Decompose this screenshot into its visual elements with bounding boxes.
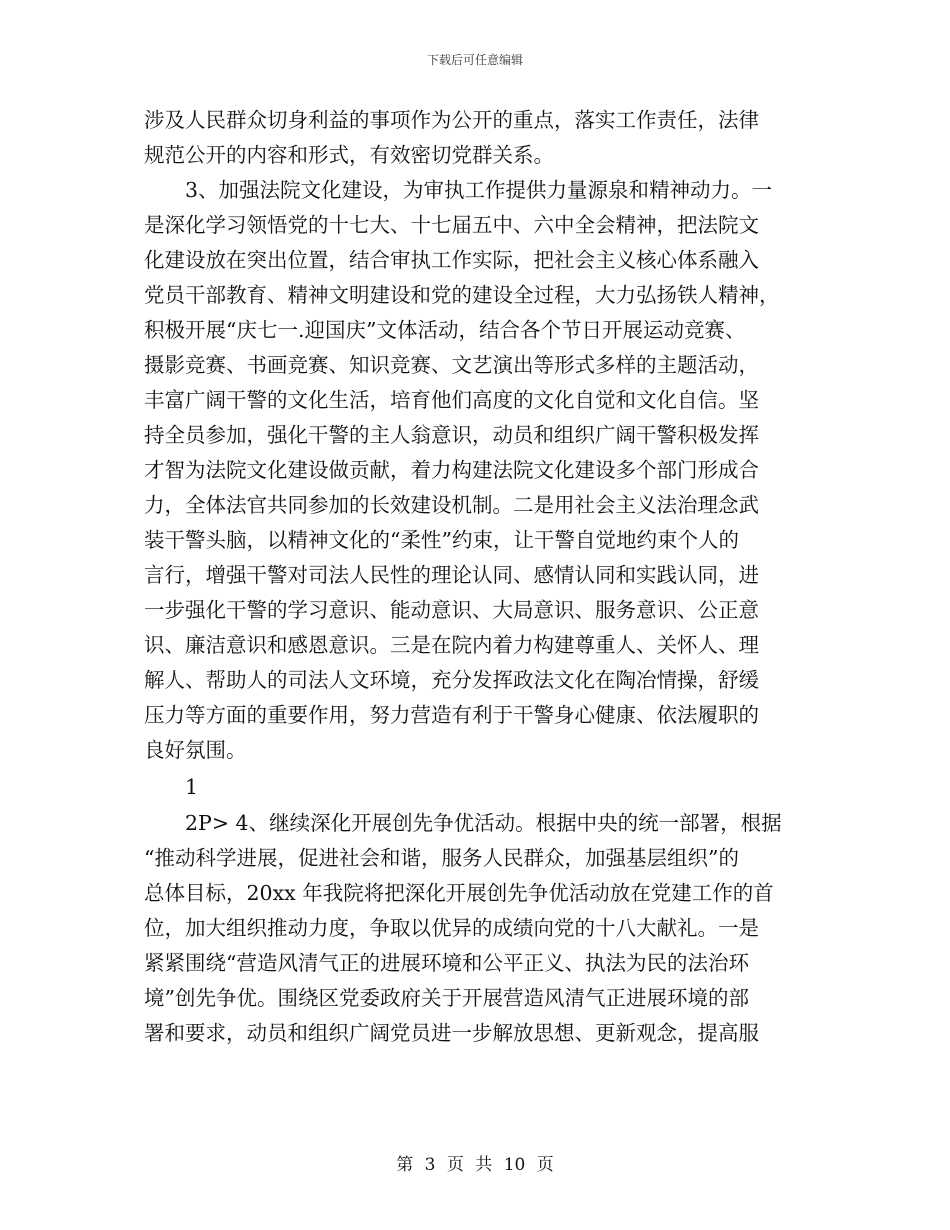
- text-line: 署和要求，动员和组织广阔党员进一步解放思想、更新观念，提高服: [144, 1021, 759, 1045]
- text-line: 位，加大组织推动力度，争取以优异的成绩向党的十八大献礼。一是: [144, 916, 759, 940]
- text-line: “推动科学进展，促进社会和谐，服务人民群众，加强基层组织”的: [144, 846, 739, 870]
- text-line: 摄影竞赛、书画竞赛、知识竞赛、文艺演出等形式多样的主题活动，: [144, 353, 759, 377]
- text-line: 涉及人民群众切身利益的事项作为公开的重点，落实工作责任，法律: [144, 108, 759, 132]
- text-line: 紧紧围绕“营造风清气正的进展环境和公平正义、执法为民的法治环: [144, 951, 749, 975]
- text-line: 力，全体法官共同参加的长效建设机制。二是用社会主义法治理念武: [144, 493, 759, 517]
- text-line: 是深化学习领悟党的十七大、十七届五中、六中全会精神，把法院文: [144, 213, 759, 237]
- text-line: 2P> 4、继续深化开展创先争优活动。根据中央的统一部署，根据: [185, 811, 782, 835]
- text-line: 丰富广阔干警的文化生活，培育他们高度的文化自觉和文化自信。坚: [144, 388, 759, 412]
- text-line: 总体目标，20xx 年我院将把深化开展创先争优活动放在党建工作的首: [144, 881, 774, 905]
- text-line: 解人、帮助人的司法人文环境，充分发挥政法文化在陶冶情操，舒缓: [144, 668, 759, 692]
- text-line: 言行，增强干警对司法人民性的理论认同、感情认同和实践认同，进: [144, 563, 759, 587]
- inline-page-number: 1: [185, 775, 199, 799]
- text-line: 压力等方面的重要作用，努力营造有利于干警身心健康、依法履职的: [144, 703, 759, 727]
- text-line: 一步强化干警的学习意识、能动意识、大局意识、服务意识、公正意: [144, 598, 759, 622]
- page-header: 下载后可任意编辑: [426, 53, 523, 67]
- text-line: 化建设放在突出位置，结合审执工作实际，把社会主义核心体系融入: [144, 248, 759, 272]
- text-line: 识、廉洁意识和感恩意识。三是在院内着力构建尊重人、关怀人、理: [144, 633, 759, 657]
- page-footer: 第 3 页 共 10 页: [396, 1155, 554, 1175]
- text-line: 3、加强法院文化建设，为审执工作提供力量源泉和精神动力。一: [185, 178, 773, 202]
- text-line: 积极开展“庆七一.迎国庆”文体活动，结合各个节日开展运动竞赛、: [144, 318, 746, 342]
- text-line: 良好氛围。: [144, 738, 247, 762]
- text-line: 装干警头脑，以精神文化的“柔性”约束，让干警自觉地约束个人的: [144, 528, 739, 552]
- text-line: 持全员参加，强化干警的主人翁意识，动员和组织广阔干警积极发挥: [144, 423, 759, 447]
- text-line: 规范公开的内容和形式，有效密切党群关系。: [144, 143, 554, 167]
- text-line: 境”创先争优。围绕区党委政府关于开展营造风清气正进展环境的部: [144, 986, 749, 1010]
- document-body: [144, 103, 814, 1051]
- text-line: 才智为法院文化建设做贡献，着力构建法院文化建设多个部门形成合: [144, 458, 759, 482]
- text-line: 党员干部教育、精神文明建设和党的建设全过程，大力弘扬铁人精神，: [144, 283, 780, 307]
